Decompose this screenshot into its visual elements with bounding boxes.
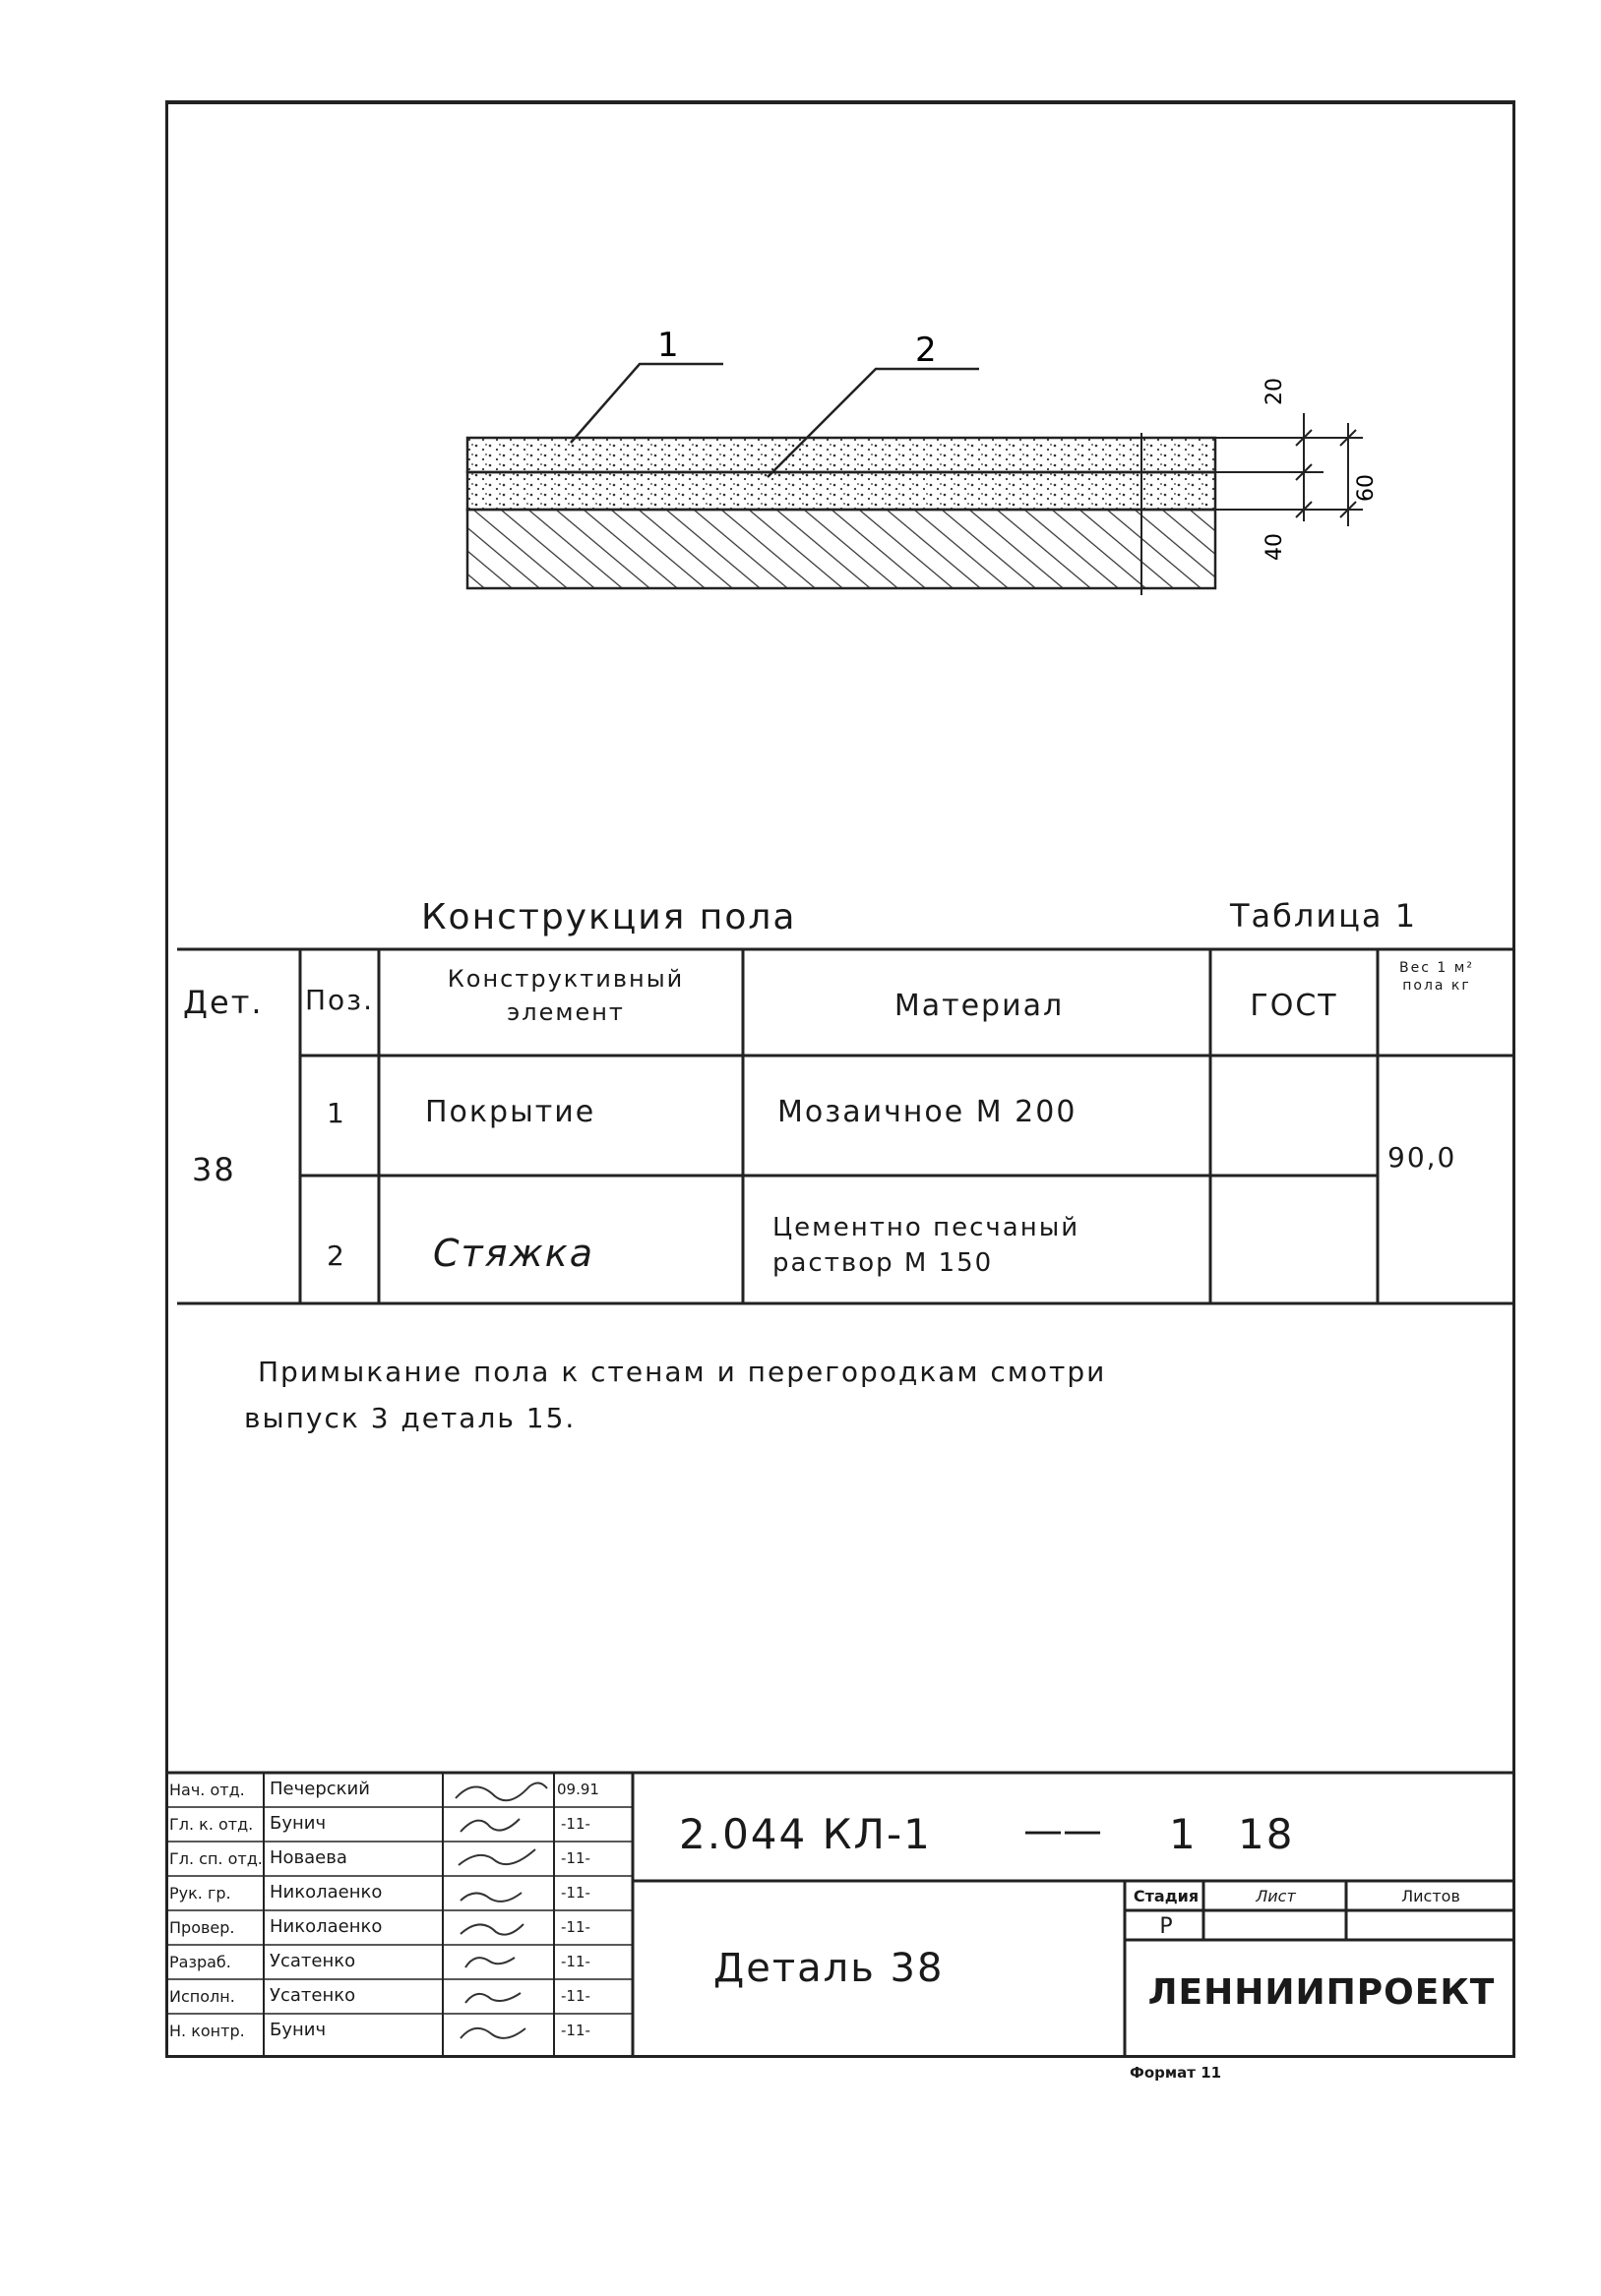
header-gost: ГОСТ: [1250, 989, 1338, 1023]
sig-date-1: 09.91: [557, 1781, 599, 1798]
sig-role-5: Провер.: [169, 1918, 235, 1937]
header-element: Конструктивный элемент: [447, 965, 685, 1026]
sig-date-7: -11-: [561, 1987, 590, 2005]
floor-section-drawing: [433, 315, 1417, 630]
sig-role-2: Гл. к. отд.: [169, 1815, 254, 1834]
note-line-2: выпуск 3 деталь 15.: [244, 1402, 577, 1434]
row-2-pos: 2: [327, 1239, 346, 1272]
sig-name-1: Печерский: [270, 1779, 370, 1799]
dim-total: 60: [1354, 474, 1379, 502]
dim-top-layer: 20: [1262, 378, 1287, 405]
sig-name-4: Николаенко: [270, 1882, 383, 1903]
sig-date-5: -11-: [561, 1918, 590, 1936]
stage-label: Стадия: [1133, 1887, 1200, 1905]
sig-name-8: Бунич: [270, 2020, 327, 2040]
row-1-pos: 1: [327, 1097, 346, 1129]
sig-role-4: Рук. гр.: [169, 1884, 231, 1903]
sig-date-3: -11-: [561, 1849, 590, 1867]
sig-name-3: Новаева: [270, 1847, 347, 1868]
sig-role-7: Исполн.: [169, 1987, 235, 2006]
row-2-element: Стяжка: [433, 1232, 594, 1275]
doc-sheet-ref: 18: [1238, 1810, 1295, 1858]
callout-1: 1: [657, 326, 679, 365]
det-value: 38: [192, 1151, 236, 1188]
note-line-1: Примыкание пола к стенам и перегородкам смотри: [258, 1356, 1107, 1388]
sig-role-1: Нач. отд.: [169, 1781, 245, 1799]
sig-role-8: Н. контр.: [169, 2022, 245, 2040]
sheet-label: Лист: [1256, 1887, 1296, 1905]
weight-value: 90,0: [1387, 1141, 1457, 1174]
sig-date-2: -11-: [561, 1815, 590, 1833]
sig-name-2: Бунич: [270, 1813, 327, 1834]
sig-name-5: Николаенко: [270, 1916, 383, 1937]
sig-role-3: Гл. сп. отд.: [169, 1849, 263, 1868]
stage-value: Р: [1159, 1914, 1173, 1939]
sig-date-4: -11-: [561, 1884, 590, 1902]
drawing-name: Деталь 38: [713, 1946, 945, 1991]
row-1-material: Мозаичное М 200: [777, 1095, 1078, 1129]
organization-name: ЛЕННИИПРОЕКТ: [1147, 1972, 1496, 2013]
sig-name-7: Усатенко: [270, 1985, 356, 2006]
doc-code: 2.044 КЛ-1: [679, 1810, 932, 1858]
format-label: Формат 11: [1130, 2064, 1222, 2082]
header-weight: Вес 1 м² пола кг: [1399, 960, 1474, 994]
row-2-material: Цементно песчаный раствор М 150: [772, 1213, 1080, 1278]
table-label: Таблица 1: [1230, 897, 1418, 935]
doc-dash: ——: [1023, 1808, 1102, 1853]
header-det: Дет.: [183, 984, 264, 1021]
doc-number: 1: [1169, 1810, 1198, 1858]
dim-bottom-layer: 40: [1262, 533, 1287, 561]
sig-date-8: -11-: [561, 2022, 590, 2039]
sig-name-6: Усатенко: [270, 1951, 356, 1971]
sig-date-6: -11-: [561, 1953, 590, 1970]
header-material: Материал: [893, 989, 1065, 1023]
callout-2: 2: [915, 331, 937, 370]
signature-table: [165, 1773, 633, 2056]
sheets-label: Листов: [1401, 1887, 1460, 1905]
table-heading: Конструкция пола: [421, 897, 797, 937]
sig-role-6: Разраб.: [169, 1953, 231, 1971]
row-1-element: Покрытие: [425, 1095, 596, 1129]
header-pos: Поз.: [305, 984, 374, 1016]
